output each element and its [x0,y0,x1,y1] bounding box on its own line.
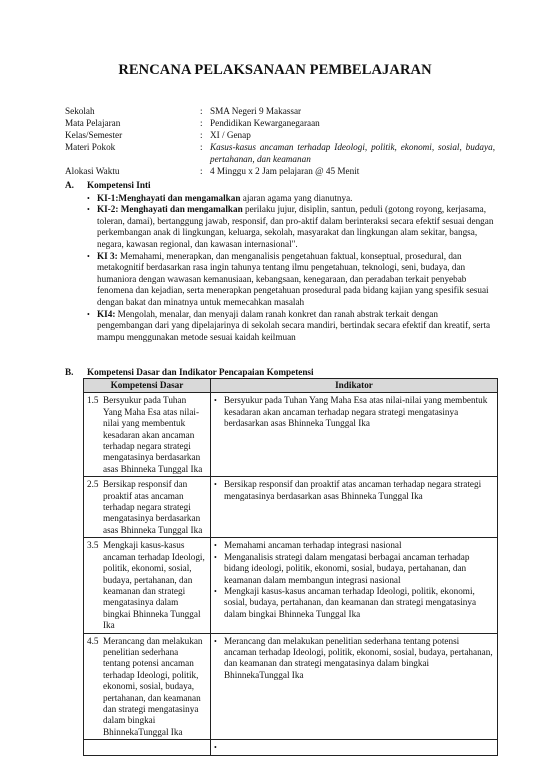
column-header-indikator: Indikator [211,379,498,393]
kd-text: Bersyukur pada Tuhan Yang Maha Esa atas nilai-nilai yang membentuk kesadaran akan ancaman terhadap negara strategi mengatasinya berdasarkan asas Bhinneka Tunggal Ika [103,395,203,474]
section-b-heading [65,367,495,377]
indikator-text: Merancang dan melakukan penelitian sederhana tentang potensi ancaman terhadap Ideologi, politik, ekonomi, sosial, budaya, pertahanan, dan keamanan dan strategi mengatasinya dalam bingkai BhinnekaTunggal Ika [224,635,493,680]
kompetensi-inti-description: ajaran agama yang dianutnya. [240,192,353,203]
kompetensi-inti-text [97,309,495,344]
kd-number: 1.5 [87,395,99,406]
kompetensi-dasar-cell [84,477,211,538]
kompetensi-inti-description: Memahami, menerapkan, dan menganalisis pengetahuan faktual, konseptual, prosedural, dan metakognitif berdasarkan rasa ingin tahunya tentang ilmu pengetahuan, teknologi, seni, budaya, dan humaniora dengan wawasan kemanusiaan, kebangsaan, kenegaraan, dan peradaban terkait penyebab fenomena dan kejadian, serta menerapkan pengetahuan prosedural pada bidang kajian yang spesifik sesuai dengan bakat dan minatnya untuk memecahkan masalah [97,250,489,307]
bullet-icon: • [214,396,217,406]
indikator-text: Bersyukur pada Tuhan Yang Maha Esa atas nilai-nilai yang membentuk kesadaran akan ancaman terhadap negara strategi mengatasinya berdasarkan asas Bhinneka Tunggal Ika [224,395,488,429]
bullet-icon: • [87,251,90,261]
indikator-item [214,552,494,586]
meta-label: Kelas/Semester [65,130,123,140]
kd-number: 2.5 [87,479,99,490]
meta-row [65,141,495,165]
bullet-icon: • [214,636,217,646]
bullet-icon: • [214,552,217,562]
meta-row [65,105,495,117]
kompetensi-inti-list [65,193,495,344]
meta-colon: : [200,106,203,116]
meta-label: Materi Pokok [65,142,116,152]
meta-row [65,129,495,141]
kompetensi-dasar-cell [84,633,211,740]
table-row [84,538,498,633]
kd-text: Bersikap responsif dan proaktif atas ancaman terhadap negara strategi mengatasinya berdasarkan asas Bhinneka Tunggal Ika [103,479,203,535]
kd-number: 3.5 [87,540,99,551]
kompetensi-inti-label: KI4: [97,308,116,319]
kd-text: Merancang dan melakukan penelitian sederhana tentang potensi ancaman terhadap Ideologi, politik, ekonomi, sosial, budaya, pertahanan, dan keamanan dan strategi mengatasinya dalam bingkai BhinnekaTunggal Ika [103,635,203,737]
indikator-cell [211,477,498,538]
indikator-text [224,742,494,753]
section-kompetensi-inti [65,180,495,343]
indikator-item [214,586,494,620]
kompetensi-inti-text [97,204,495,250]
table-row [84,633,498,740]
kompetensi-inti-label: KI-2: Menghayati dan mengamalkan [97,204,243,215]
meta-colon: : [200,166,203,176]
indikator-item [214,742,494,753]
meta-value: SMA Negeri 9 Makassar [210,106,302,116]
bullet-icon: • [87,205,90,215]
kompetensi-inti-item [87,251,495,309]
indikator-item [214,395,494,429]
section-b-letter: B. [65,367,74,377]
kompetensi-inti-text [97,193,495,205]
kd-text: Mengkaji kasus-kasus ancaman terhadap Ideologi, politik, ekonomi, sosial, budaya, pertahanan, dan keamanan dan strategi mengatasinya dalam bingkai Bhinneka Tunggal Ika [103,540,205,631]
meta-row [65,117,495,129]
column-header-kompetensi-dasar: Kompetensi Dasar [84,379,211,393]
bullet-icon: • [214,541,217,551]
bullet-icon: • [87,193,90,203]
kompetensi-inti-item [87,204,495,250]
kompetensi-table [83,378,498,756]
indikator-text: Bersikap responsif dan proaktif atas ancaman terhadap negara strategi mengatasinya berdasarkan asas Bhinneka Tunggal Ika [224,479,482,501]
indikator-cell [211,740,498,755]
table-row [84,477,498,538]
kompetensi-inti-item [87,193,495,205]
indikator-item [214,479,494,502]
kompetensi-inti-label: KI 3: [97,250,118,261]
meta-label: Sekolah [65,106,95,116]
indikator-text: Menganalisis strategi dalam mengatasi berbagai ancaman terhadap bidang ideologi, politik, ekonomi, sosial, budaya, pertahanan, dan keamanan dalam membangun integrasi nasional [224,551,470,585]
meta-label: Mata Pelajaran [65,118,121,128]
indikator-cell [211,538,498,633]
kompetensi-inti-label: KI-1:Menghayati dan mengamalkan [97,192,241,203]
table-row [84,393,498,477]
section-a-letter: A. [65,180,74,190]
document-title: RENCANA PELAKSANAAN PEMBELAJARAN [118,62,432,78]
kompetensi-dasar-cell [84,538,211,633]
kompetensi-inti-description: perilaku jujur, disiplin, santun, peduli (gotong royong, kerjasama, toleran, damai), bertanggung jawab, responsif, dan pro-aktif dalam berinteraksi secara efektif sesuai dengan perkembangan anak di lingkungan, keluarga, sekolah, masyarakat dan lingkungan alam sekitar, bangsa, negara, kawasan regional, dan kawasan internasional". [97,204,494,249]
table-row [84,740,498,755]
kompetensi-inti-description: Mengolah, menalar, dan menyaji dalam ranah konkret dan ranah abstrak terkait dengan pengembangan dari yang dipelajarinya di sekolah secara mandiri, bertindak secara efektif dan kreatif, serta mampu menggunakan metode sesuai kaidah keilmuan [97,308,491,342]
meta-value: Kasus-kasus ancaman terhadap Ideologi, politik, ekonomi, sosial, budaya, pertahanan, dan keamanan [210,142,495,164]
indikator-cell [211,393,498,477]
section-b-title: Kompetensi Dasar dan Indikator Pencapaian Kompetensi [87,367,314,377]
meta-value: 4 Minggu x 2 Jam pelajaran @ 45 Menit [210,166,360,176]
identity-block [65,105,495,177]
indikator-text: Memahami ancaman terhadap integrasi nasional [224,540,402,551]
kompetensi-dasar-cell [84,393,211,477]
indikator-cell [211,633,498,740]
kd-number: 4.5 [87,635,99,646]
table-header-row [84,379,498,393]
indikator-text: Mengkaji kasus-kasus ancaman terhadap Ideologi, politik, ekonomi, sosial, budaya, pertahanan, dan keamanan dan strategi mengatasinya dalam bingkai Bhinneka Tunggal Ika [224,585,477,619]
section-a-heading [65,180,495,192]
meta-value: Pendidikan Kewarganegaraan [210,118,320,128]
bullet-icon: • [87,309,90,319]
indikator-item [214,636,494,682]
kompetensi-inti-text [97,251,495,309]
meta-label: Alokasi Waktu [65,166,120,176]
section-a-title: Kompetensi Inti [87,180,151,190]
kompetensi-inti-item [87,309,495,344]
kompetensi-dasar-cell [84,740,211,755]
indikator-item [214,540,494,551]
meta-row [65,165,495,177]
meta-colon: : [200,118,203,128]
meta-value: XI / Genap [210,130,251,140]
bullet-icon: • [214,480,217,490]
bullet-icon: • [214,586,217,596]
meta-colon: : [200,130,203,140]
meta-colon: : [200,142,203,152]
bullet-icon: • [214,743,217,753]
